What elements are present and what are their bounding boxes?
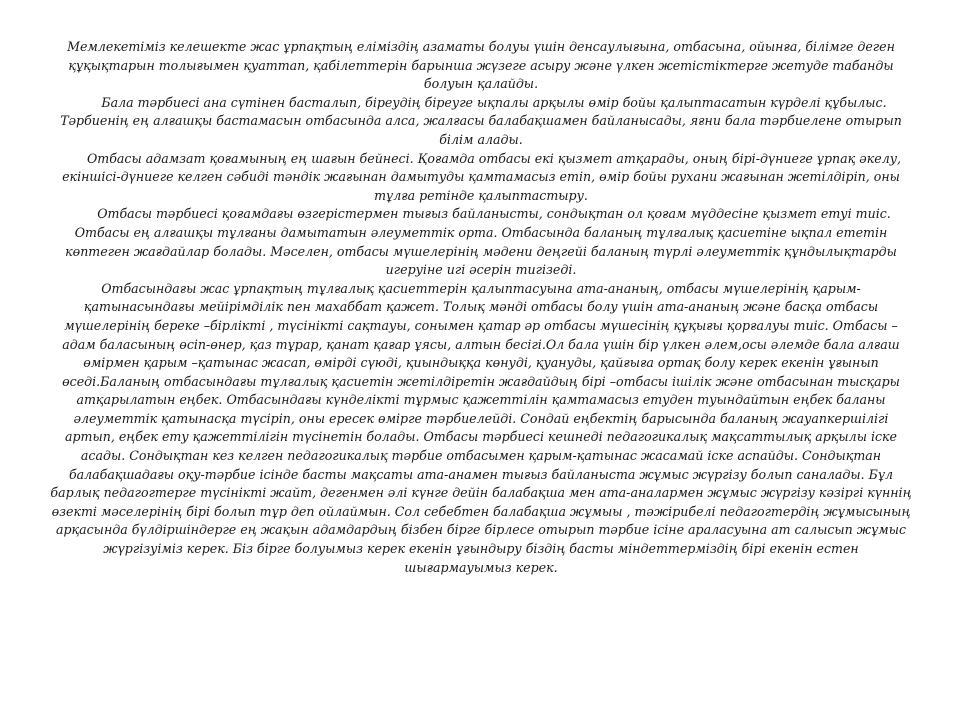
paragraph-2: Бала тәрбиесі ана сүтінен басталып, біреудің біреуге ықпалы арқылы өмір бойы қалыптасатын күрделі құбылыс. Тәрбиенің ең алғашқы бастамасын отбасында алса, жалғасы балабақшамен байланысады, яғни бала тәрбиелене отырып білім алады. xyxy=(60,94,902,147)
paragraph-3: Отбасы адамзат қоғамының ең шағын бейнесі. Қоғамда отбасы екі қызмет атқарады, оның бірі-дүниеге ұрпақ әкелу, екіншісі-дүниеге келген сәбиді тәндік жағынан дамытуды қамтамасыз етіп, өмір бойы рухани жағынан жетілдіріп, оны тұлға ретінде қалыптастыру. xyxy=(62,150,902,203)
paragraph-4: Отбасы тәрбиесі қоғамдағы өзгерістермен тығыз байланысты, сондықтан ол қоғам мүддесіне қызмет етуі тиіс. Отбасы ең алғашқы тұлғаны дамытатын әлеуметтік орта. Отбасында баланың тұлғалық қасиетіне ықпал ететін көптеген жағдайлар болады. Мәселен, отбасы мүшелерінің мәдени деңгейі баланың түрлі әлеуметтік құндылықтарды игеруіне игі әсерін тигізеді. xyxy=(65,206,897,278)
paragraph-5: Отбасындағы жас ұрпақтың тұлғалық қасиеттерін қалыптасуына ата-ананың, отбасы мүшелерінің қарым-қатынасындағы мейірімділік пен махаббат қажет. Толық мәнді отбасы болу үшін ата-ананың және басқа отбасы мүшелерінің береке –бірлікті , түсінікті сақтауы, сонымен қатар әр отбасы мүшесінің құқығы қорғалуы тиіс. Отбасы – адам баласының өсіп-өнер, қаз тұрар, қанат қағар ұясы, алтын бесігі.Ол бала үшін бір үлкен әлем,осы әлемде бала алғаш өмірмен қарым –қатынас жасап, өмірді сүюді, қиындыққа көнуді, қуануды, қайғыға ортақ болу керек екенін ұғынып өседі.Баланың отбасындағы тұлғалық қасиетін жетілдіретін жағдайдың бірі –отбасы ішілік және отбасынан тысқары атқарылатын еңбек. Отбасындағы күнделікті тұрмыс қажеттілін қамтамасыз етуден туындайтын еңбек баланы әлеуметтік қатынасқа түсіріп, оны ересек өмірге тәрбиелейді. Сондай еңбектің барысында баланың жауапкершілігі артып, еңбек ету қажеттілігін түсінетін болады. Отбасы тәрбиесі кешнеді педагогикалық мақсаттылық арқылы іске асады. Сондықтан кез келген педагогикалық тәрбие отбасымен қарым-қатынас жасамай іске аспайды. Сондықтан балабақшадағы оқу-тәрбие ісінде басты мақсаты ата-анамен тығыз байланыста жұмыс жүргізу болып саналады. Бұл барлық педагогтерге түсінікті жайт, дегенмен әлі күнге дейін балабақша мен ата-аналармен жұмыс жүргізу кәзіргі күннің өзекті мәселерінің бірі болып тұр деп ойлаймын. Сол себебтен балабақша жұмыы , тәжірибелі педагогтердің жұмысының арқасында бүлдіршіндерге ең жақын адамдардың бізбен бірге бірлесе отырып тәрбие ісіне араласуына ат салысып жұмыс жүргізуіміз керек. Біз бірге болуымыз керек екенін ұғындыру біздің басты міндеттерміздің бірі екенін естен шығармауымыз керек. xyxy=(50,280,912,575)
paragraph-1: Мемлекетіміз келешекте жас ұрпақтың еліміздің азаматы болуы үшін денсаулығына, отбасына, ойынға, білімге деген құқықтарын толығымен қуаттап, қабілеттерін барынша жүзеге асыру және үлкен жетістіктерге жетуде табанды болуын қалайды. xyxy=(67,39,895,92)
document-body xyxy=(50,38,912,577)
